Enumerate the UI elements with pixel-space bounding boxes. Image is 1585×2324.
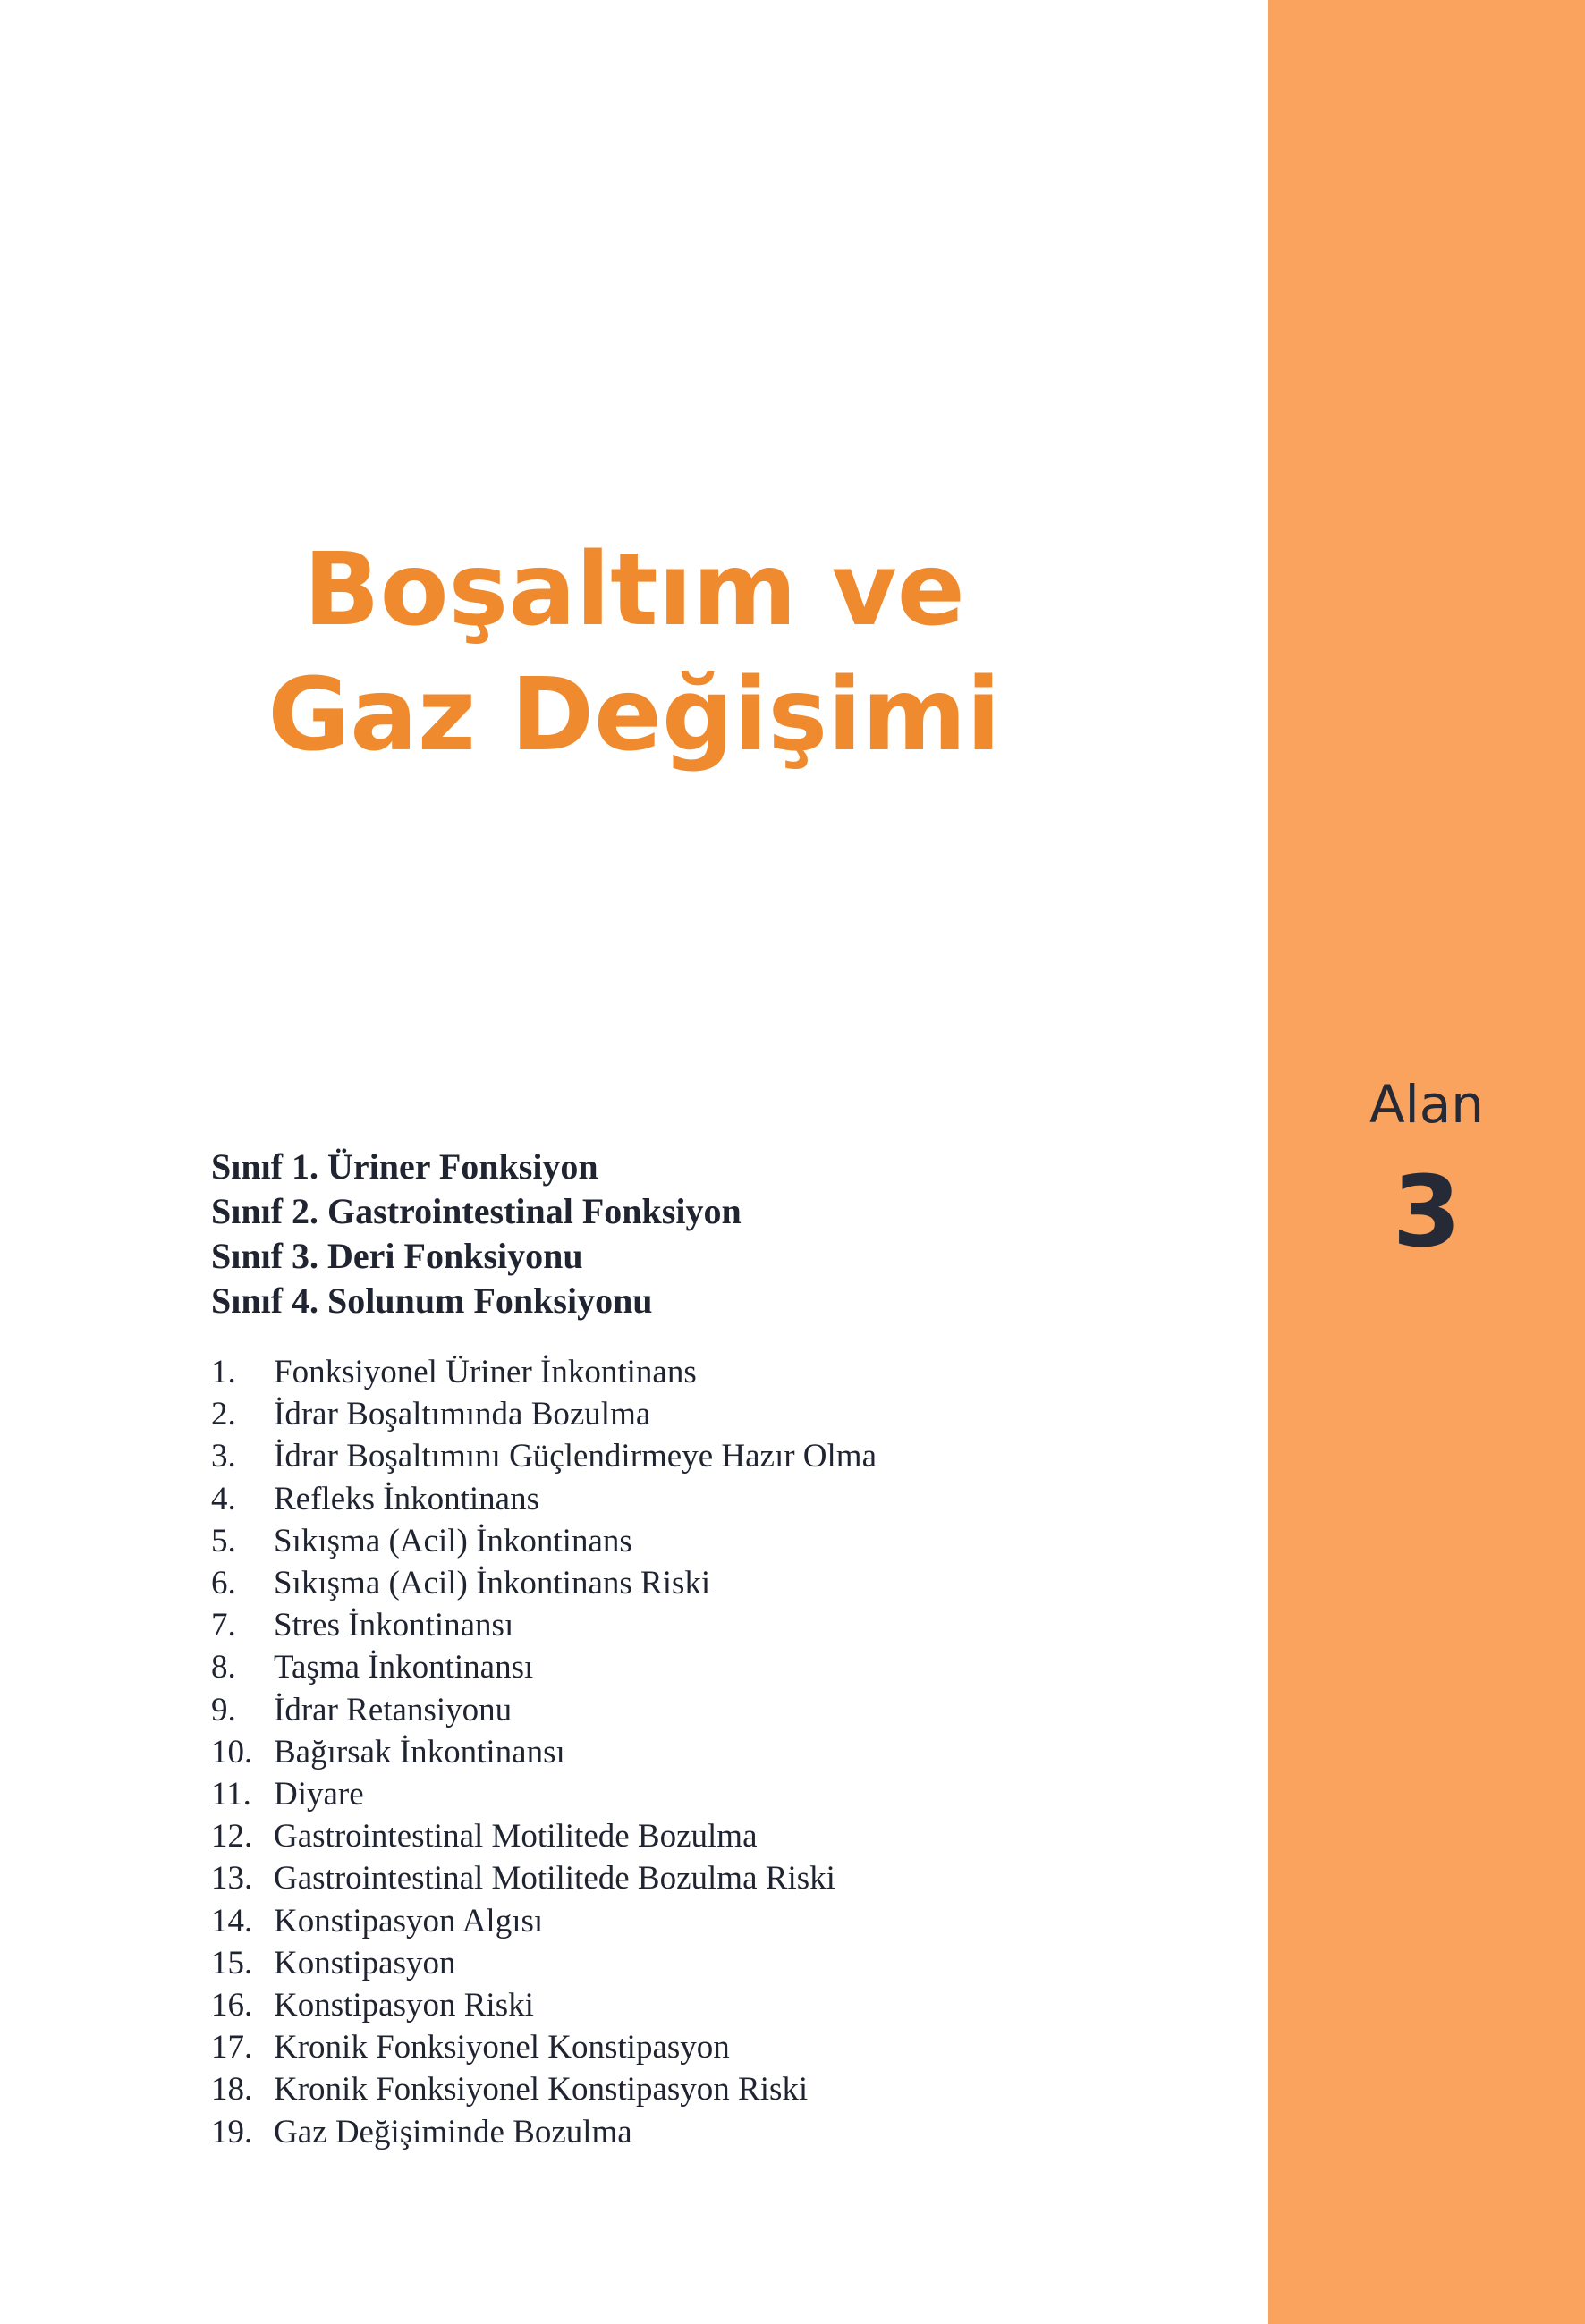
- diagnosis-item: [211, 1689, 877, 1731]
- diagnosis-item: [211, 2068, 877, 2110]
- diagnosis-list: [211, 1351, 877, 2153]
- page-title: [0, 528, 1268, 778]
- diagnosis-number: 8.: [211, 1649, 236, 1686]
- domain-label-word: Alan: [1369, 1074, 1485, 1135]
- diagnosis-number: 14.: [211, 1902, 253, 1939]
- diagnosis-number: 7.: [211, 1607, 236, 1644]
- diagnosis-label: Sıkışma (Acil) İnkontinans: [274, 1522, 632, 1559]
- diagnosis-item: [211, 1900, 877, 1942]
- diagnosis-number: 3.: [211, 1438, 236, 1475]
- diagnosis-number: 15.: [211, 1944, 253, 1982]
- diagnosis-number: 17.: [211, 2029, 253, 2066]
- class-list: [211, 1145, 742, 1323]
- diagnosis-item: [211, 1731, 877, 1773]
- diagnosis-label: Gaz Değişiminde Bozulma: [274, 2113, 632, 2151]
- diagnosis-label: Konstipasyon Algısı: [274, 1902, 544, 1939]
- diagnosis-item: [211, 1773, 877, 1815]
- diagnosis-label: Konstipasyon: [274, 1944, 456, 1982]
- diagnosis-number: 2.: [211, 1396, 236, 1433]
- diagnosis-number: 19.: [211, 2113, 253, 2151]
- title-line-1: Boşaltım ve: [303, 532, 965, 648]
- diagnosis-item: [211, 2026, 877, 2068]
- diagnosis-label: Fonksiyonel Üriner İnkontinans: [274, 1354, 697, 1390]
- diagnosis-number: 10.: [211, 1733, 253, 1770]
- class-item: Sınıf 2. Gastrointestinal Fonksiyon: [211, 1191, 742, 1231]
- class-item: Sınıf 3. Deri Fonksiyonu: [211, 1236, 583, 1276]
- diagnosis-label: İdrar Boşaltımında Bozulma: [274, 1396, 651, 1433]
- diagnosis-item: [211, 1393, 877, 1435]
- class-item: Sınıf 4. Solunum Fonksiyonu: [211, 1280, 653, 1321]
- diagnosis-number: 18.: [211, 2071, 253, 2109]
- diagnosis-item: [211, 1562, 877, 1604]
- diagnosis-item: [211, 2111, 877, 2153]
- diagnosis-item: [211, 1520, 877, 1562]
- class-item: Sınıf 1. Üriner Fonksiyon: [211, 1146, 598, 1187]
- diagnosis-label: Konstipasyon Riski: [274, 1987, 534, 2024]
- title-line-2: Gaz Değişimi: [267, 657, 1001, 773]
- diagnosis-number: 13.: [211, 1860, 253, 1897]
- diagnosis-item: [211, 1604, 877, 1646]
- diagnosis-label: İdrar Retansiyonu: [274, 1691, 513, 1728]
- diagnosis-label: Refleks İnkontinans: [274, 1480, 539, 1517]
- diagnosis-number: 9.: [211, 1691, 236, 1728]
- diagnosis-item: [211, 1942, 877, 1984]
- diagnosis-item: [211, 1857, 877, 1899]
- domain-label-number: 3: [1392, 1154, 1462, 1269]
- diagnosis-label: İdrar Boşaltımını Güçlendirmeye Hazır Olma: [274, 1438, 877, 1475]
- diagnosis-number: 1.: [211, 1354, 236, 1390]
- diagnosis-number: 4.: [211, 1480, 236, 1517]
- diagnosis-label: Diyare: [274, 1776, 364, 1813]
- diagnosis-label: Stres İnkontinansı: [274, 1607, 514, 1644]
- diagnosis-label: Kronik Fonksiyonel Konstipasyon: [274, 2029, 730, 2066]
- diagnosis-label: Bağırsak İnkontinansı: [274, 1733, 565, 1770]
- diagnosis-item: [211, 1435, 877, 1477]
- diagnosis-item: [211, 1646, 877, 1688]
- diagnosis-item: [211, 1984, 877, 2026]
- diagnosis-number: 6.: [211, 1565, 236, 1602]
- diagnosis-label: Gastrointestinal Motilitede Bozulma: [274, 1818, 758, 1855]
- diagnosis-label: Sıkışma (Acil) İnkontinans Riski: [274, 1565, 711, 1602]
- diagnosis-label: Gastrointestinal Motilitede Bozulma Riski: [274, 1860, 835, 1897]
- diagnosis-label: Taşma İnkontinansı: [274, 1649, 534, 1686]
- diagnosis-number: 16.: [211, 1987, 253, 2024]
- diagnosis-number: 12.: [211, 1818, 253, 1855]
- diagnosis-item: [211, 1478, 877, 1520]
- diagnosis-number: 11.: [211, 1776, 251, 1813]
- diagnosis-label: Kronik Fonksiyonel Konstipasyon Riski: [274, 2071, 809, 2109]
- diagnosis-item: [211, 1351, 877, 1393]
- diagnosis-number: 5.: [211, 1522, 236, 1559]
- diagnosis-item: [211, 1815, 877, 1857]
